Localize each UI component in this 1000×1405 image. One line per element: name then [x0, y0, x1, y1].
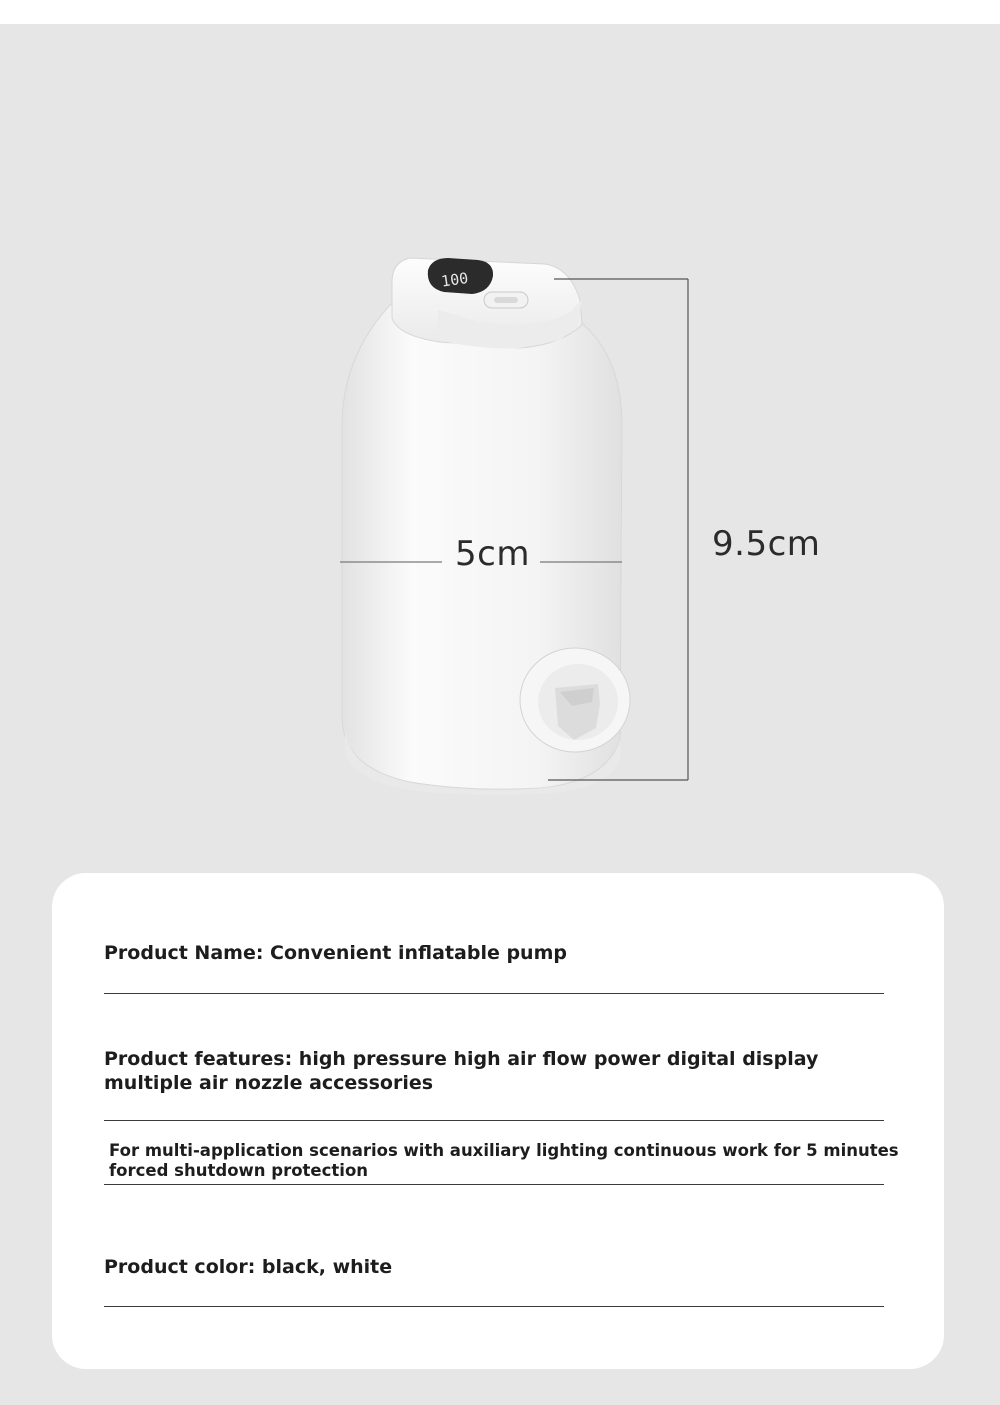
height-label: 9.5cm: [712, 524, 821, 564]
spec-product-name-text: Product Name: Convenient inflatable pump: [104, 942, 567, 964]
digital-display: [428, 258, 493, 294]
divider: [104, 1184, 884, 1185]
divider: [104, 1306, 884, 1307]
air-nozzle: [520, 648, 630, 752]
spec-features-text: Product features: high pressure high air flow power digital display multiple air nozzle accessories: [104, 1048, 819, 1094]
divider: [104, 1120, 884, 1121]
spec-color: [104, 1255, 886, 1279]
spec-scenarios-text: For multi-application scenarios with auxiliary lighting continuous work for 5 minutes forced shutdown protection: [109, 1141, 899, 1180]
divider: [104, 993, 884, 994]
spec-card: [52, 873, 944, 1369]
spec-color-text: Product color: black, white: [104, 1256, 393, 1278]
width-label: 5cm: [455, 534, 530, 574]
display-readout: 100: [440, 268, 470, 291]
power-button: [484, 292, 528, 308]
spec-product-name: [104, 941, 886, 965]
spec-features: [104, 1047, 886, 1095]
spec-scenarios: [104, 1141, 899, 1181]
